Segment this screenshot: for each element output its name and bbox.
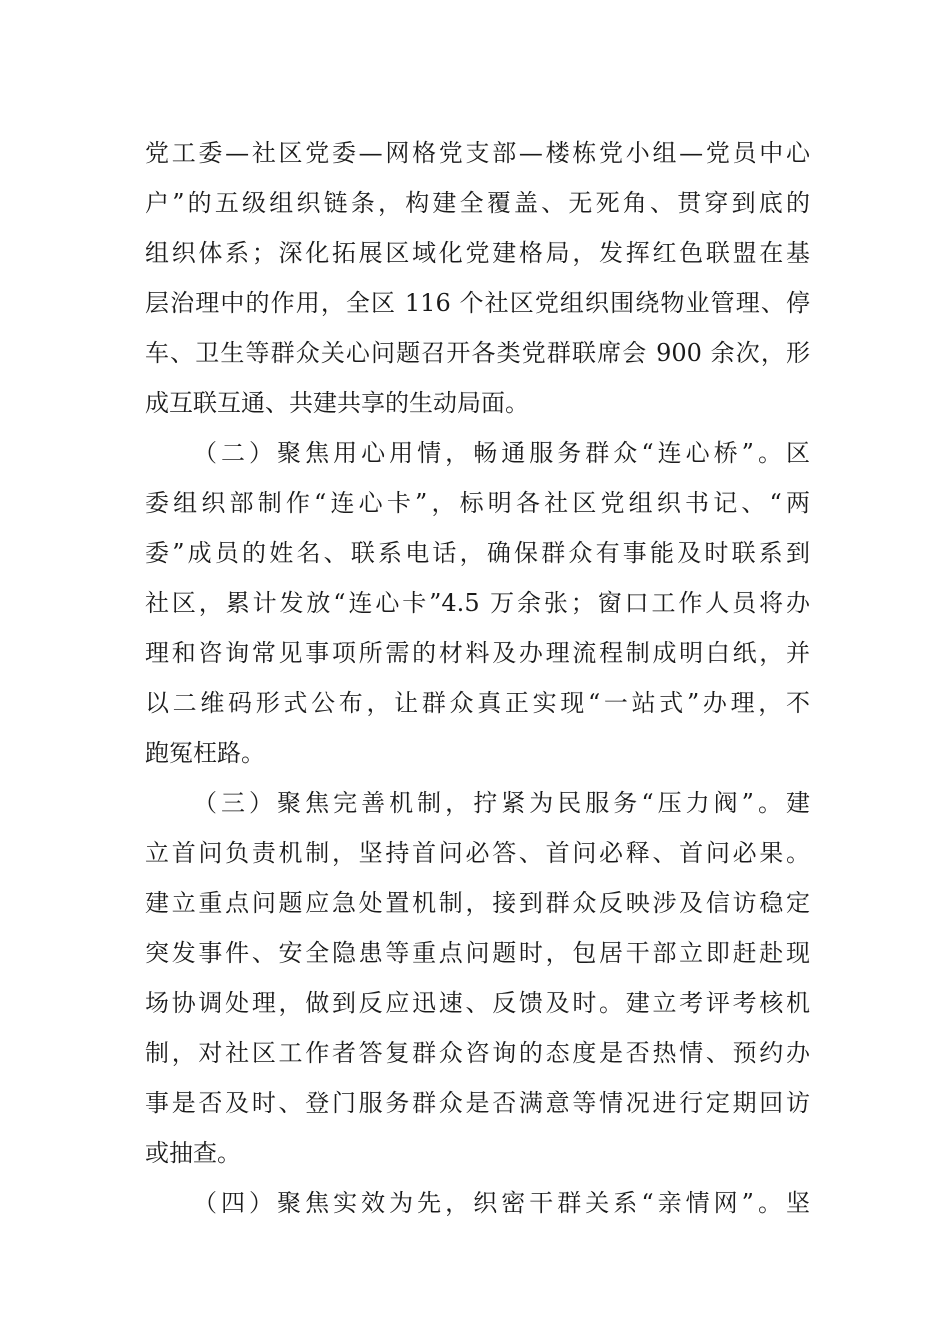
- text-line: 制，对社区工作者答复群众咨询的态度是否热情、预约办: [145, 1039, 810, 1067]
- document-body: [145, 128, 810, 1228]
- text-line: 以二维码形式公布，让群众真正实现“一站式”办理，不: [145, 689, 810, 717]
- text-line: 委”成员的姓名、联系电话，确保群众有事能及时联系到: [145, 539, 810, 567]
- section-heading-line: （三）聚焦完善机制，拧紧为民服务“压力阀”。建: [193, 789, 810, 817]
- text-line: 委组织部制作“连心卡”，标明各社区党组织书记、“两: [145, 489, 810, 517]
- text-line: 组织体系；深化拓展区域化党建格局，发挥红色联盟在基: [145, 239, 810, 267]
- text-line: 突发事件、安全隐患等重点问题时，包居干部立即赶赴现: [145, 939, 810, 967]
- text-line: 建立重点问题应急处置机制，接到群众反映涉及信访稳定: [145, 889, 810, 917]
- text-line: 成互联互通、共建共享的生动局面。: [145, 389, 529, 417]
- text-line: 事是否及时、登门服务群众是否满意等情况进行定期回访: [145, 1089, 810, 1117]
- text-line: 立首问负责机制，坚持首问必答、首问必释、首问必果。: [145, 839, 810, 867]
- text-line: 场协调处理，做到反应迅速、反馈及时。建立考评考核机: [145, 989, 810, 1017]
- text-line: 跑冤枉路。: [145, 739, 265, 767]
- text-line: 层治理中的作用，全区 116 个社区党组织围绕物业管理、停: [145, 289, 810, 317]
- text-line: 户”的五级组织链条，构建全覆盖、无死角、贯穿到底的: [145, 189, 810, 217]
- text-line: 社区，累计发放“连心卡”4.5 万余张；窗口工作人员将办: [145, 589, 810, 617]
- text-line: 车、卫生等群众关心问题召开各类党群联席会 900 余次，形: [145, 339, 810, 367]
- text-line: 或抽查。: [145, 1139, 241, 1167]
- text-line: 理和咨询常见事项所需的材料及办理流程制成明白纸，并: [145, 639, 810, 667]
- text-line: 党工委—社区党委—网格党支部—楼栋党小组—党员中心: [145, 139, 810, 167]
- section-heading-line: （二）聚焦用心用情，畅通服务群众“连心桥”。区: [193, 439, 810, 467]
- section-heading-line: （四）聚焦实效为先，织密干群关系“亲情网”。坚: [193, 1189, 810, 1217]
